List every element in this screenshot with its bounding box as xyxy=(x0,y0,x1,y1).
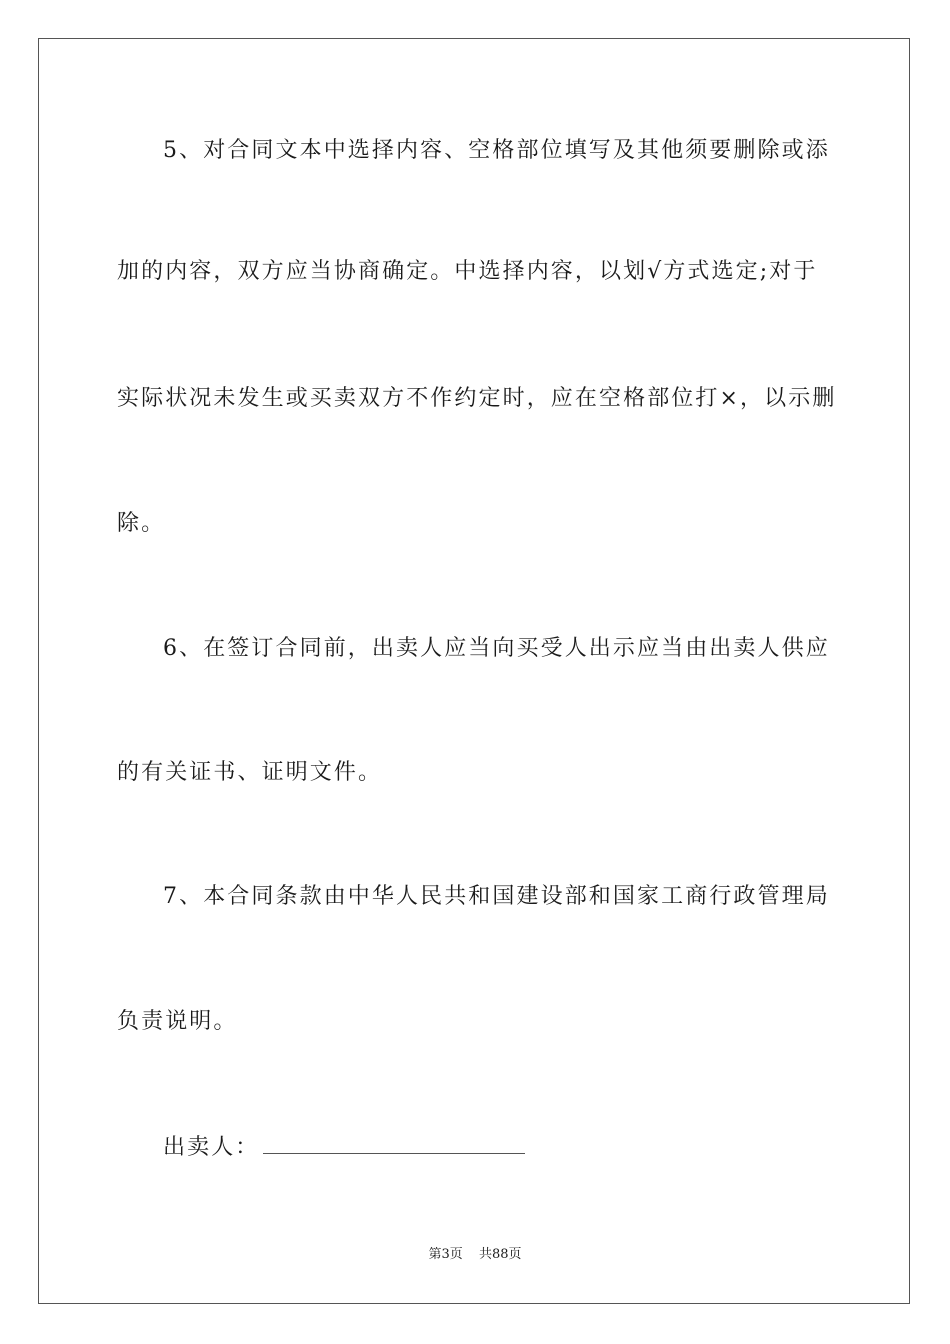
seller-signature-line xyxy=(263,1131,525,1154)
page-total: 共88页 xyxy=(478,1247,522,1262)
paragraph-6-line-1: 6、在签订合同前，出卖人应当向买受人出示应当由出卖人供应 xyxy=(163,636,830,661)
page-footer xyxy=(0,1246,950,1264)
seller-signature xyxy=(163,1131,833,1163)
paragraph-7-line-2: 负责说明。 xyxy=(117,1009,238,1034)
paragraph-5-line-3: 实际状况未发生或买卖双方不作约定时，应在空格部位打×，以示删 xyxy=(117,386,837,411)
paragraph-5-line-2: 加的内容，双方应当协商确定。中选择内容，以划√方式选定;对于 xyxy=(117,259,818,284)
seller-label: 出卖人： xyxy=(163,1135,260,1160)
page-border xyxy=(38,38,910,1304)
paragraph-5-line-4: 除。 xyxy=(117,511,166,536)
page-number: 第3页 xyxy=(428,1247,463,1262)
paragraph-7-line-1: 7、本合同条款由中华人民共和国建设部和国家工商行政管理局 xyxy=(163,884,830,909)
paragraph-6-line-2: 的有关证书、证明文件。 xyxy=(117,760,383,785)
paragraph-5-line-1: 5、对合同文本中选择内容、空格部位填写及其他须要删除或添 xyxy=(163,138,830,163)
